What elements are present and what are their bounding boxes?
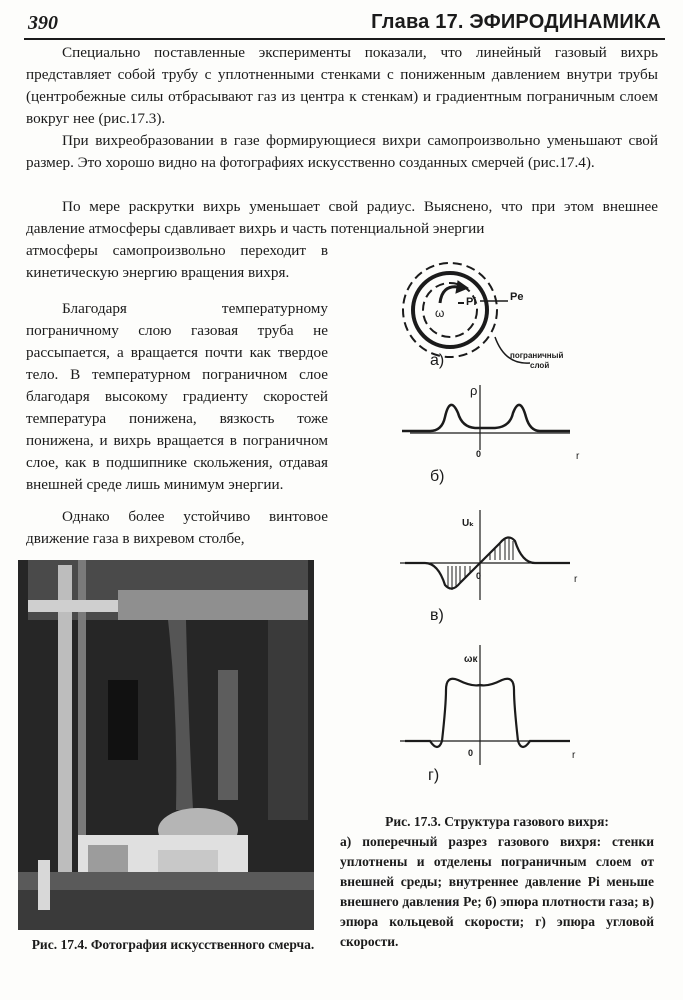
rho-axis-label: ρ [470,383,478,398]
r-axis-label-g: r [572,750,576,761]
zero-label-b: 0 [476,449,482,459]
figure-17-4-caption: Рис. 17.4. Фотография искусственного смерча. [31,937,315,952]
boundary-label-1: пограничный [510,351,564,360]
paragraph-3-rest: атмосферы самопроизвольно переходит в кинетическую энергию вращения вихря. [26,242,328,281]
r-axis-label-v: r [574,574,578,585]
tornado-photo [18,560,314,930]
paragraph-4: Благодаря температурному пограничному слою газовая труба не рассыпается, а вращается почти как твердое тело. В температурном пограничном слое благодаря высокому градиенту скоростей температура понижена, вязкость тоже понижена, и вихрь вращается в пограничном слое, как в подшипнике скольжения, отдавая внешней среде лишь минимум энергии. [26,300,328,493]
page-number: 390 [28,12,58,34]
label-v: в) [430,607,444,624]
figure-17-3-caption-body: а) поперечный разрез газового вихря: стенки уплотнены и отделены пограничным слоем от внешней среды; внутреннее давление Pi меньше внешнего давления Pe; б) эпюра плотности газа; в) эпюра кольцевой скорости; г) эпюра угловой скорости. [340,834,654,949]
figure-17-3-caption-title: Рис. 17.3. Структура газового вихря: [385,814,609,829]
vortex-cross-section [403,263,563,370]
angular-velocity-plot [400,645,576,784]
paragraph-2: При вихреобразовании в газе формирующиеся вихри самопроизвольно уменьшают свой размер. Это хорошо видно на фотографиях искусственно созданных смерчей (рис.17.4). [26,132,658,171]
paragraph-1: Специально поставленные эксперименты показали, что линейный газовый вихрь представляет собой трубу с уплотненными стенками с пониженным давлением внутри трубы (центробежные силы отбрасывают газ из центра к стенкам) и градиентным пограничным слоем вокруг нее (рис.17.3). [26,44,658,127]
figure-17-3-diagram [380,245,660,800]
paragraph-3-full: По мере раскрутки вихрь уменьшает свой радиус. Выяснено, что при этом внешнее давление атмосферы сдавливает вихрь и часть потенциальной энергии [26,198,658,237]
figure-17-3-caption [340,812,654,952]
zero-label-g: 0 [468,748,474,758]
w-axis-label: ωк [464,654,478,665]
zero-label-v: 0 [476,571,482,581]
chapter-title: Глава 17. ЭФИРОДИНАМИКА [371,11,661,33]
label-a: а) [430,352,445,369]
label-g: г) [428,767,440,784]
density-plot [402,383,580,485]
header-rule [24,38,665,40]
p-outer-label: Pe [510,291,524,303]
paragraph-5: Однако более устойчиво винтовое движение газа в вихревом столбе, [26,508,328,547]
u-axis-label: Uₖ [462,518,475,529]
ring-velocity-plot [400,510,578,624]
boundary-label-2: слой [530,361,550,370]
r-axis-label-b: r [576,451,580,462]
label-b: б) [430,468,445,485]
omega-label: ω [435,306,445,320]
p-inner-label: Pi [466,296,477,308]
